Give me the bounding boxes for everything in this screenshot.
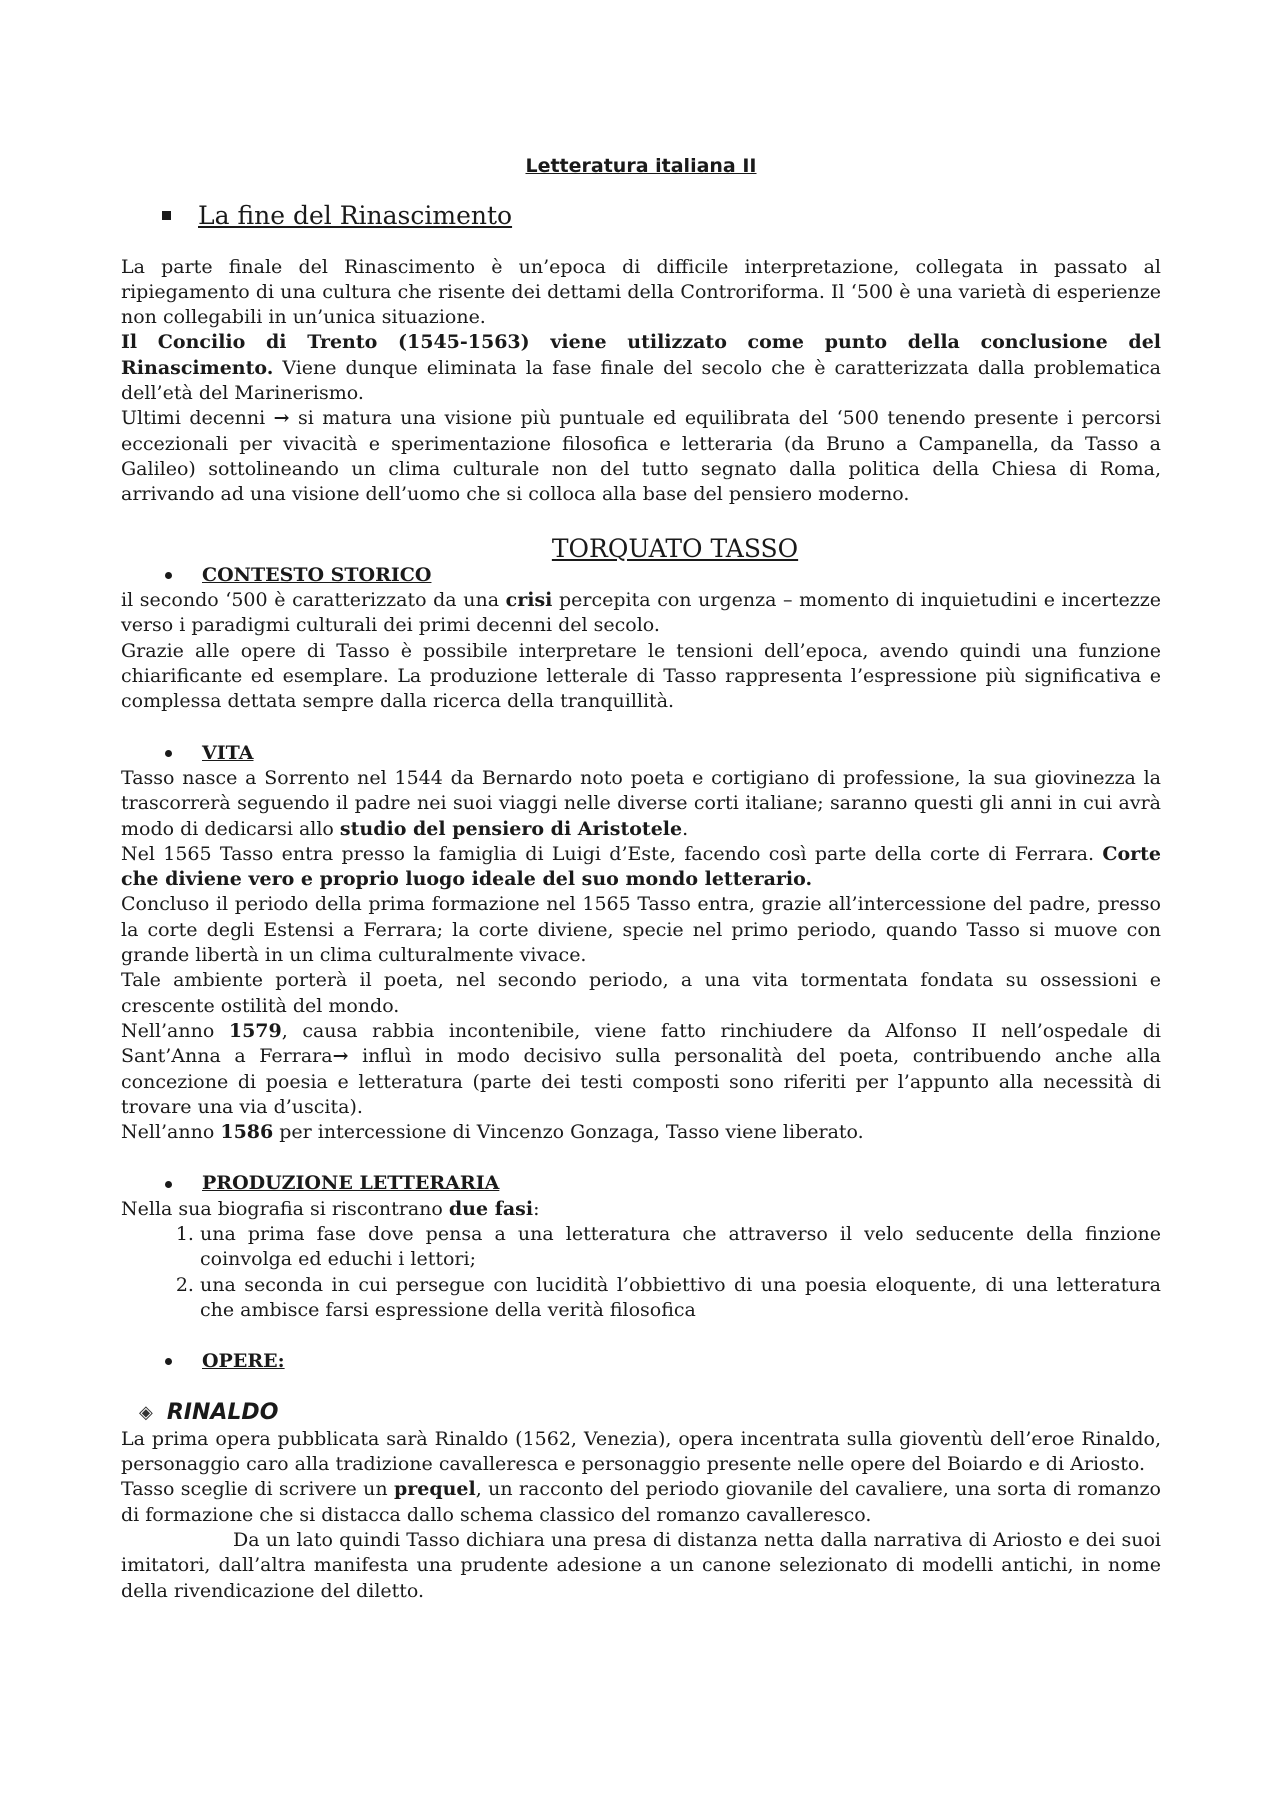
text: Tasso nasce a Sorrento nel 1544 da Bernardo noto poeta e cortigiano di professione, la sua giovinezza la trascorrerà seguendo il padre nei suoi viaggi nelle diverse corti italiane; saranno questi gli anni in cui avrà modo di dedicarsi allo xyxy=(121,766,1161,840)
round-bullet-icon xyxy=(165,750,172,757)
paragraph xyxy=(121,406,1161,507)
text: Tasso sceglie di scrivere un xyxy=(121,1478,394,1501)
text: Viene dunque eliminata la fase finale del secolo che è caratterizzata dalla problematica dell’età del Marinerismo. xyxy=(121,356,1161,405)
paragraph xyxy=(121,1477,1161,1528)
bold-text: 1586 xyxy=(220,1121,274,1144)
arrow-right-icon: → xyxy=(332,1045,349,1068)
section-heading-tasso: TORQUATO TASSO xyxy=(551,533,799,563)
subsection-heading-opere xyxy=(121,1349,1161,1374)
paragraph xyxy=(121,330,1161,406)
text: Nell’anno xyxy=(121,1019,229,1042)
bold-text: crisi xyxy=(505,589,553,612)
text: Nel 1565 Tasso entra presso la famiglia di Luigi d’Este, facendo così parte della corte di Ferrara. xyxy=(121,842,1103,865)
round-bullet-icon xyxy=(165,1358,172,1365)
paragraph: Grazie alle opere di Tasso è possibile interpretare le tensioni dell’epoca, avendo quindi una funzione chiarificante ed esemplare. La produzione letterale di Tasso rappresenta l’espressione più significativa e complessa dettata sempre dalla ricerca della tranquillità. xyxy=(121,639,1161,713)
text: Nella sua biografia si riscontrano xyxy=(121,1197,449,1220)
paragraph xyxy=(121,842,1161,893)
square-bullet-icon xyxy=(162,211,171,220)
list-item: 1. una prima fase dove pensa a una letteratura che attraverso il velo seducente della finzione coinvolga ed educhi i lettori; xyxy=(200,1222,1161,1273)
bold-text: Il Concilio di Trento (1545-1563) viene utilizzato come punto della conclusione del Rinascimento. xyxy=(121,331,1161,379)
heading-text: VITA xyxy=(202,741,254,764)
document-title: Letteratura italiana II xyxy=(525,155,757,177)
subsection-heading-contesto xyxy=(121,563,1161,588)
numbered-list xyxy=(121,1222,1161,1323)
spacer xyxy=(121,1145,1161,1171)
paragraph: Da un lato quindi Tasso dichiara una presa di distanza netta dalla narrativa di Ariosto e dei suoi imitatori, dall’altra manifesta una prudente adesione a un canone selezionato di modelli antichi, in nome della rivendicazione del diletto. xyxy=(121,1528,1161,1602)
heading-text: CONTESTO STORICO xyxy=(202,563,432,586)
round-bullet-icon xyxy=(165,572,172,579)
text: Nell’anno xyxy=(121,1121,221,1144)
text: percepita con urgenza – momento di inquietudini e incertezze verso i paradigmi culturali dei primi decenni del secolo. xyxy=(121,589,1161,637)
bold-text: 1579 xyxy=(228,1019,282,1042)
bold-text: prequel xyxy=(393,1478,476,1501)
document-body xyxy=(121,154,1161,1604)
text: Ultimi decenni xyxy=(121,407,274,430)
paragraph xyxy=(121,1120,1161,1145)
heading-text: La fine del Rinascimento xyxy=(198,201,513,231)
paragraph xyxy=(121,1197,1161,1222)
text: , causa rabbia incontenibile, viene fatto rinchiudere da Alfonso II nell’ospedale di Sant’Anna a Ferrara xyxy=(121,1019,1161,1068)
heading-text: RINALDO xyxy=(166,1400,279,1426)
paragraph xyxy=(121,1019,1161,1120)
spacer xyxy=(121,1323,1161,1349)
text: : xyxy=(533,1197,540,1220)
arrow-right-icon: → xyxy=(273,407,290,430)
paragraph: Concluso il periodo della prima formazione nel 1565 Tasso entra, grazie all’intercessione del padre, presso la corte degli Estensi a Ferrara; la corte diviene, specie nel primo periodo, quando Tasso si muove con grande libertà in un clima culturalmente vivace. xyxy=(121,893,1161,967)
text: si matura una visione più puntuale ed equilibrata del ‘500 tenendo presente i percorsi eccezionali per vivacità e sperimentazione filosofica e letteraria (da Bruno a Campanella, da Tasso a Galileo) sottolineando un clima culturale non del tutto segnato dalla politica della Chiesa di Roma, arrivando ad una visione dell’uomo che si colloca alla base del pensiero moderno. xyxy=(121,407,1161,506)
heading-text: OPERE: xyxy=(202,1350,285,1373)
paragraph: La parte finale del Rinascimento è un’epoca di difficile interpretazione, collegata in passato al ripiegamento di una cultura che risente dei dettami della Controriforma. Il ‘500 è una varietà di esperienze non collegabili in un’unica situazione. xyxy=(121,255,1161,329)
round-bullet-icon xyxy=(165,1181,172,1188)
text: per intercessione di Vincenzo Gonzaga, Tasso viene liberato. xyxy=(273,1121,864,1144)
text: , un racconto del periodo giovanile del cavaliere, una sorta di romanzo di formazione che si distacca dallo schema classico del romanzo cavalleresco. xyxy=(121,1478,1161,1526)
text: il secondo ‘500 è caratterizzato da una xyxy=(121,589,506,612)
text: influì in modo decisivo sulla personalità del poeta, contribuendo anche alla concezione di poesia e letteratura (parte dei testi composti sono riferiti per l’appunto alla necessità di trovare una via d’uscita). xyxy=(121,1045,1161,1118)
paragraph: La prima opera pubblicata sarà Rinaldo (1562, Venezia), opera incentrata sulla gioventù dell’eroe Rinaldo, personaggio caro alla tradizione cavalleresca e personaggio presente nelle opere del Boiardo e di Ariosto. xyxy=(121,1427,1161,1476)
subsection-heading-vita xyxy=(121,741,1161,766)
spacer xyxy=(121,715,1161,741)
work-heading-rinaldo xyxy=(139,1400,1161,1425)
bold-text: Corte che diviene vero e proprio luogo ideale del suo mondo letterario. xyxy=(121,842,1161,891)
bold-text: due fasi xyxy=(448,1197,534,1220)
heading-text: PRODUZIONE LETTERARIA xyxy=(202,1172,500,1195)
paragraph xyxy=(121,766,1161,842)
paragraph: Tale ambiente porterà il poeta, nel secondo periodo, a una vita tormentata fondata su ossessioni e crescente ostilità del mondo. xyxy=(121,969,1161,1017)
section-heading-rinascimento xyxy=(121,201,1161,231)
diamond-bullet-icon: ◈ xyxy=(139,1402,153,1424)
list-item: 2. una seconda in cui persegue con lucidità l’obbiettivo di una poesia eloquente, di una letteratura che ambisce farsi espressione della verità filosofica xyxy=(200,1273,1161,1324)
spacer xyxy=(121,1374,1161,1400)
bold-text: studio del pensiero di Aristotele xyxy=(339,817,683,840)
paragraph xyxy=(121,588,1161,639)
text: . xyxy=(682,817,689,840)
subsection-heading-produzione xyxy=(121,1171,1161,1196)
